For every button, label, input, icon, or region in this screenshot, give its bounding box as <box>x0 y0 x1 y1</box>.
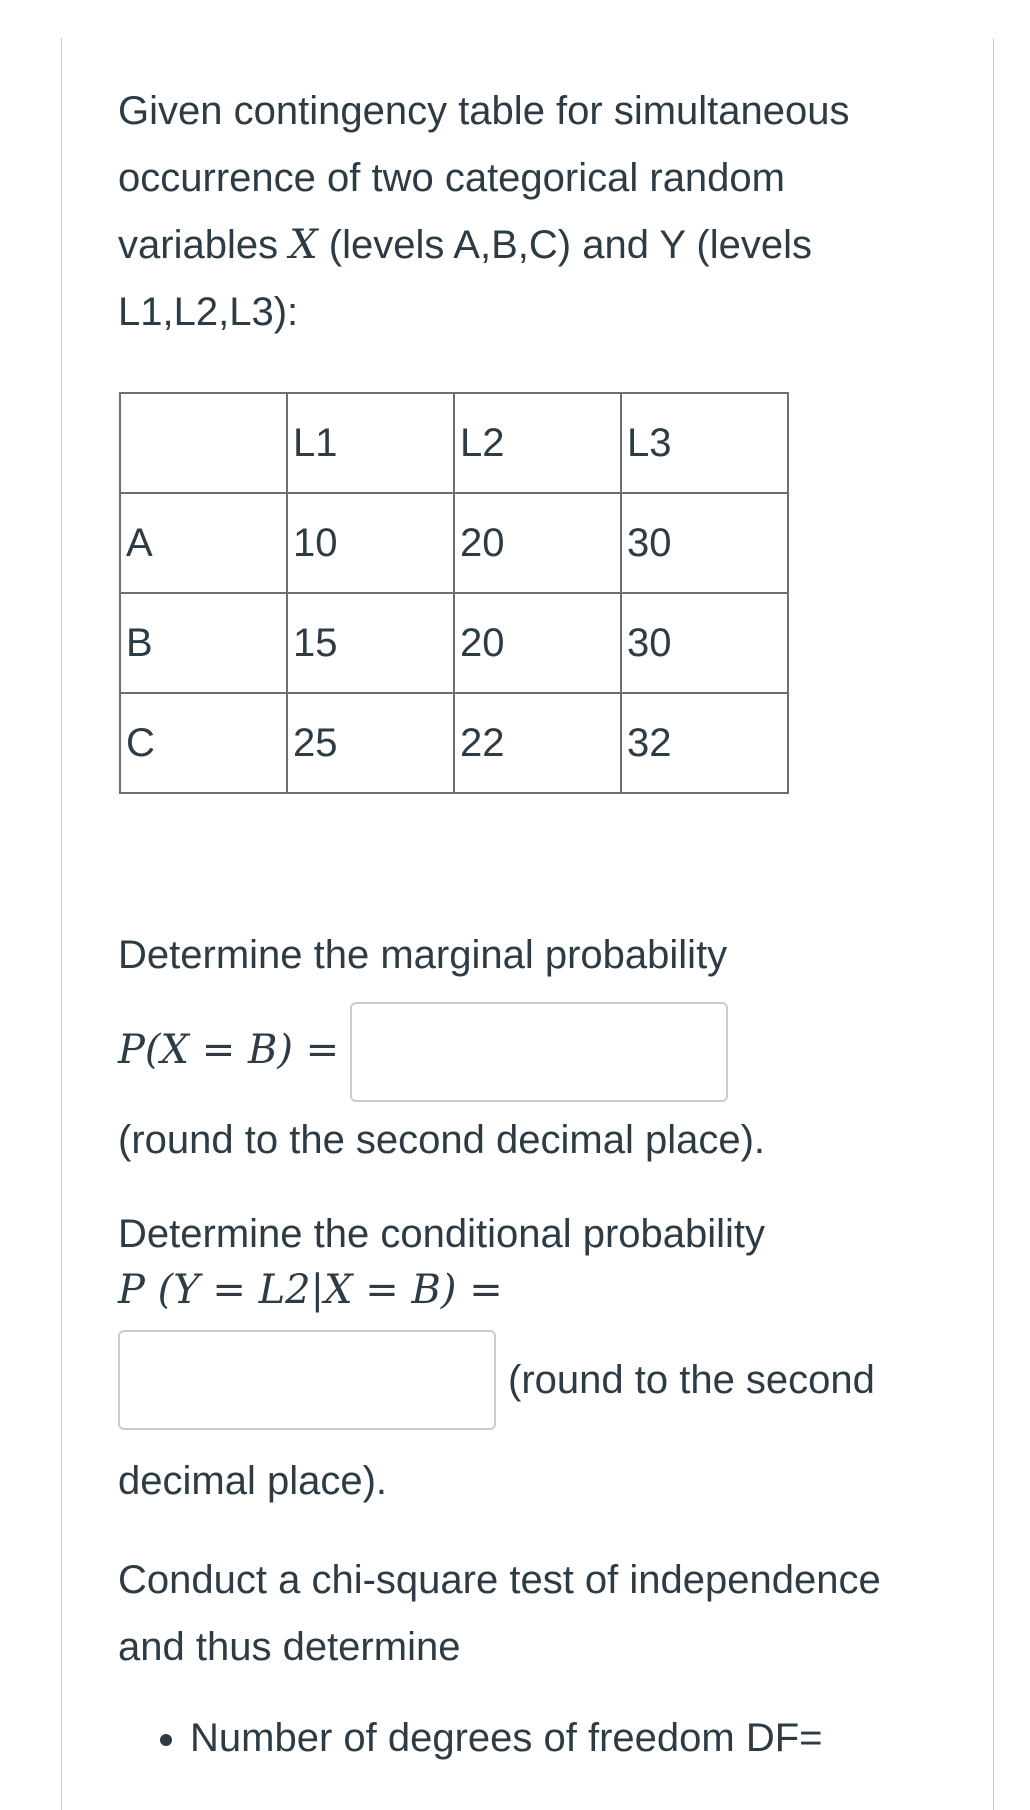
table-header-cell: L3 <box>621 393 788 493</box>
conditional-prompt: Determine the conditional probability <box>118 1212 766 1256</box>
table-cell: 25 <box>287 693 454 793</box>
chi-square-prompt: Conduct a chi-square test of independence and thus determine <box>118 1558 881 1669</box>
table-cell: 20 <box>454 493 621 593</box>
table-row-label: A <box>120 493 287 593</box>
table-header-cell <box>120 393 287 493</box>
table-cell: 30 <box>621 493 788 593</box>
conditional-answer-input[interactable] <box>118 1330 496 1430</box>
question-body <box>118 78 938 1772</box>
frame-left-border <box>61 38 62 1810</box>
table-row <box>120 493 788 593</box>
table-cell: 15 <box>287 593 454 693</box>
intro-rest: (levels A,B,C) and Y (levels L1,L2,L3): <box>118 223 812 334</box>
marginal-expression: P(X = B) = <box>118 1027 340 1073</box>
frame-right-border <box>993 38 994 1810</box>
marginal-line <box>118 995 938 1105</box>
table-cell: 30 <box>621 593 788 693</box>
table-row-label: C <box>120 693 287 793</box>
intro-paragraph <box>118 78 938 346</box>
marginal-round-note: (round to the second decimal place). <box>118 1118 766 1162</box>
conditional-expression: P (Y = L2|X = B) = <box>118 1267 503 1313</box>
conditional-round-note: (round to the second <box>508 1357 875 1402</box>
intro-text: Given contingency table for simultaneous occurrence of two categorical random variables <box>118 89 850 267</box>
table-cell: 20 <box>454 593 621 693</box>
marginal-prompt: Determine the marginal probability <box>118 933 728 977</box>
conditional-answer-row <box>118 1330 938 1430</box>
table-cell: 10 <box>287 493 454 593</box>
table-header-cell: L1 <box>287 393 454 493</box>
contingency-table <box>119 392 789 794</box>
table-row-label: B <box>120 593 287 693</box>
table-cell: 32 <box>621 693 788 793</box>
bullet-list <box>118 1705 938 1772</box>
table-cell: 22 <box>454 693 621 793</box>
table-row <box>120 693 788 793</box>
table-header-cell: L2 <box>454 393 621 493</box>
intro-variable: X <box>289 222 318 268</box>
table-row <box>120 593 788 693</box>
conditional-round-continuation: decimal place). <box>118 1459 388 1503</box>
marginal-answer-input[interactable] <box>350 1002 728 1102</box>
bullet-degrees-of-freedom: • Number of degrees of freedom DF= <box>190 1705 938 1772</box>
conditional-line <box>118 1264 938 1316</box>
table-header-row <box>120 393 788 493</box>
